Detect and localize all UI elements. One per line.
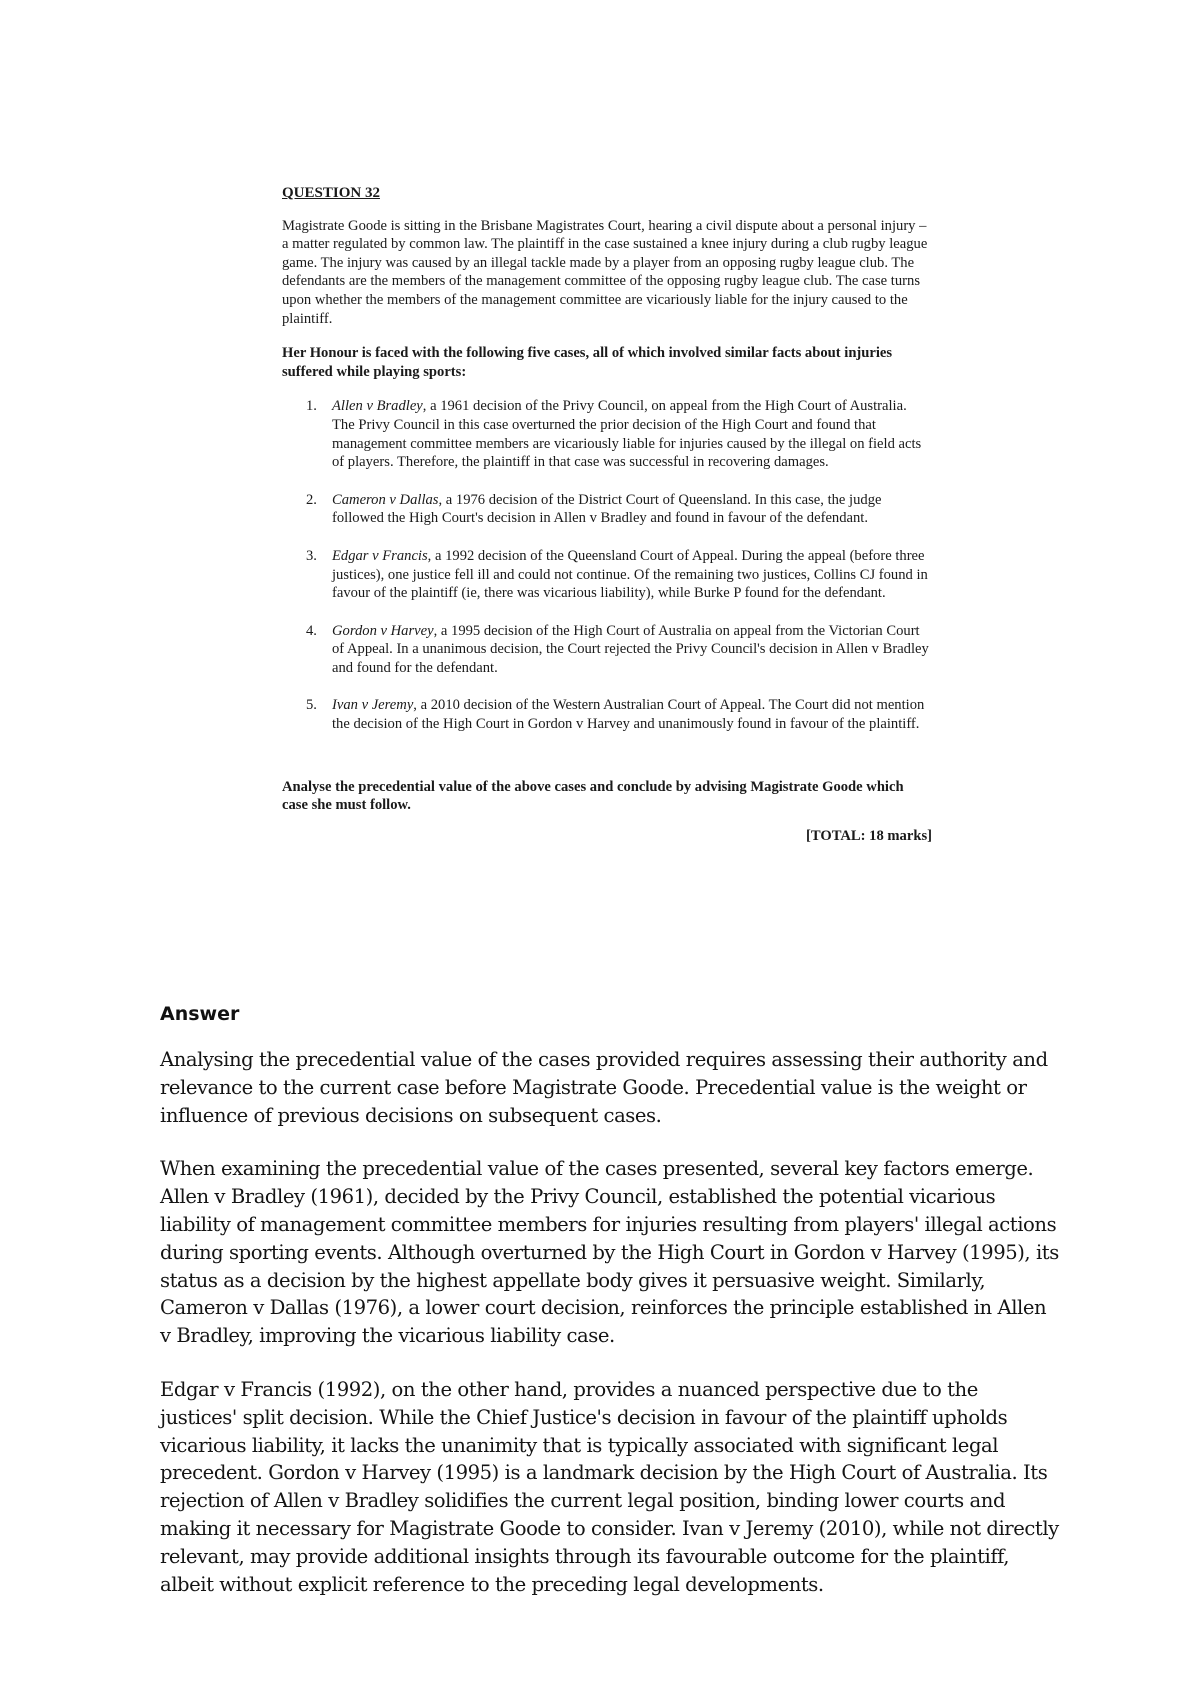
case-name: Edgar v Francis [332,547,428,564]
case-name: Ivan v Jeremy [332,697,414,714]
case-item [282,622,932,678]
case-list [282,397,932,733]
answer-paragraph: Edgar v Francis (1992), on the other hand, provides a nuanced perspective due to the justices' split decision. While the Chief Justice's decision in favour of the plaintiff upholds vicarious liability, it lacks the unanimity that is typically associated with significant legal precedent. Gordon v Harvey (1995) is a landmark decision by the High Court of Australia. Its rejection of Allen v Bradley solidifies the current legal position, binding lower courts and making it necessary for Magistrate Goode to consider. Ivan v Jeremy (2010), while not directly relevant, may provide additional insights through its favourable outcome for the plaintiff, albeit without explicit reference to the preceding legal developments. [160,1377,1059,1596]
case-name: Allen v Bradley [332,398,423,415]
case-name: Cameron v Dallas [332,491,439,508]
case-text: , a 2010 decision of the Western Australian Court of Appeal. The Court did not mention the decision of the High Court in Gordon v Harvey and unanimously found in favour of the plaintiff. [332,697,925,733]
answer-paragraph: Analysing the precedential value of the cases provided requires assessing their authority and relevance to the current case before Magistrate Goode. Precedential value is the weight or influence of previous decisions on subsequent cases. [160,1048,1048,1127]
case-item [282,547,932,603]
case-number: 3. [306,547,317,564]
case-number: 1. [306,398,317,415]
case-text: , a 1995 decision of the High Court of Australia on appeal from the Victorian Court of Appeal. In a unanimous decision, the Court rejected the Privy Council's decision in Allen v Bradley and found for the defendant. [332,622,929,676]
case-number: 2. [306,491,317,508]
case-text: , a 1992 decision of the Queensland Court of Appeal. During the appeal (before three justices), one justice fell ill and could not continue. Of the remaining two justices, Collins CJ found in favour of the plaintiff (ie, there was vicarious liability), while Burke P found for the defendant. [332,547,928,602]
answer-heading: Answer [160,1003,240,1025]
case-item [282,696,932,733]
question-instruction: Analyse the precedential value of the above cases and conclude by advising Magistrate Goode which case she must follow. [282,778,904,814]
case-item [282,397,932,471]
case-text: , a 1976 decision of the District Court of Queensland. In this case, the judge followed the High Court's decision in Allen v Bradley and found in favour of the defendant. [332,491,882,527]
case-number: 4. [306,622,317,639]
question-heading: QUESTION 32 [282,185,380,201]
case-number: 5. [306,697,317,714]
question-lead: Her Honour is faced with the following five cases, all of which involved similar facts about injuries suffered while playing sports: [282,345,893,380]
answer-paragraph: When examining the precedential value of the cases presented, several key factors emerge. Allen v Bradley (1961), decided by the Privy Council, established the potential vicarious liability of management committee members for injuries resulting from players' illegal actions during sporting events. Although overturned by the High Court in Gordon v Harvey (1995), its status as a decision by the highest appellate body gives it persuasive weight. Similarly, Cameron v Dallas (1976), a lower court decision, reinforces the principle established in Allen v Bradley, improving the vicarious liability case. [160,1157,1059,1348]
question-block [282,184,932,845]
case-name: Gordon v Harvey [332,622,434,639]
question-scenario: Magistrate Goode is sitting in the Brisbane Magistrates Court, hearing a civil dispute about a personal injury – a matter regulated by common law. The plaintiff in the case sustained a knee injury during a club rugby league game. The injury was caused by an illegal tackle made by a player from an opposing rugby league club. The defendants are the members of the management committee of the opposing rugby league club. The case turns upon whether the members of the management committee are vicariously liable for the injury caused to the plaintiff. [282,217,928,327]
answer-body [160,1046,1060,1624]
question-total-marks: [TOTAL: 18 marks] [806,827,932,844]
case-item [282,491,932,528]
case-text: , a 1961 decision of the Privy Council, on appeal from the High Court of Australia. The Privy Council in this case overturned the prior decision of the High Court and found that management committee members are vicariously liable for injuries caused by the illegal on field acts of players. Therefore, the plaintiff in that case was successful in recovering damages. [332,398,922,471]
